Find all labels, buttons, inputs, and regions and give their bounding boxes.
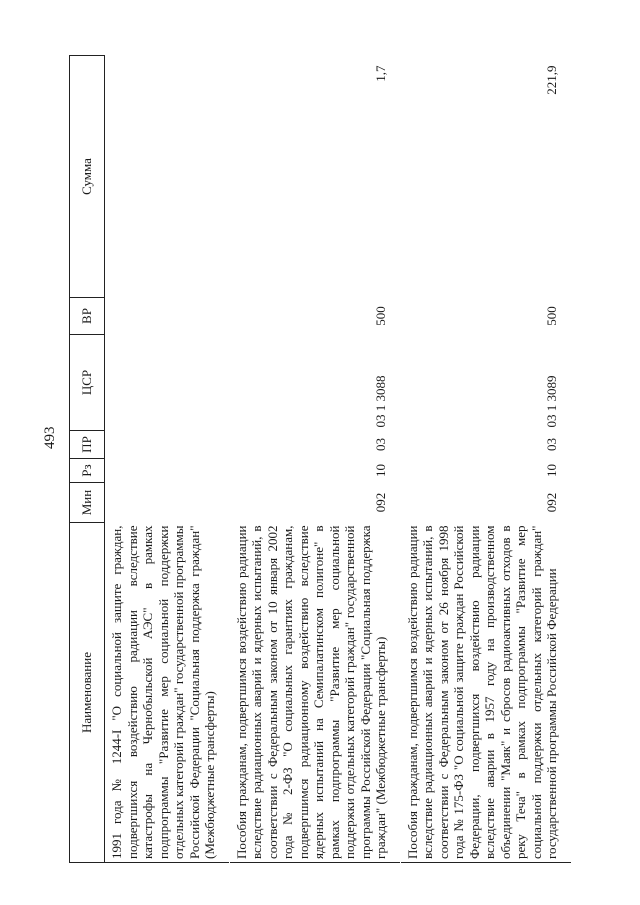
header-name: Наименование [70, 523, 105, 863]
rotated-page-content [69, 56, 619, 863]
row-vr [105, 298, 230, 335]
row-min [105, 483, 230, 523]
row-pr: 03 [400, 431, 571, 459]
row-sum: 221,9 [400, 56, 571, 298]
table-row [229, 56, 400, 863]
row-csr: 03 1 3089 [400, 335, 571, 431]
table-row [105, 56, 230, 863]
row-sum [105, 56, 230, 298]
header-sum: Сумма [70, 56, 105, 298]
row-name: 1991 года № 1244-I "О социальной защите граждан, подвергшихся воздействию радиации вследствие катастрофы на Чернобыльской АЭС" в рамках подпрограммы "Развитие мер социальной поддержки отдельных категорий граждан" государственной программы Российской Федерации "Социальная поддержка граждан" (Межбюджетные трансферты) [105, 523, 230, 863]
row-name: Пособия гражданам, подвергшимся воздействию радиации вследствие радиационных аварий и ядерных испытаний, в соответствии с Федеральным законом от 26 ноября 1998 года № 175-ФЗ "О социальной защите граждан Российской Федерации, подвергшихся воздействию радиации вследствие аварии в 1957 году на производственном объединении "Маяк" и сбросов радиоактивных отходов в реку Теча" в рамках подпрограммы "Развитие мер социальной поддержки отдельных категорий граждан" государственной программы Российской Федерации [400, 523, 571, 863]
row-sum: 1,7 [229, 56, 400, 298]
row-csr [105, 335, 230, 431]
row-min: 092 [400, 483, 571, 523]
page-number: 493 [42, 426, 58, 449]
header-csr: ЦСР [70, 335, 105, 431]
row-vr: 500 [229, 298, 400, 335]
header-pr: ПР [70, 431, 105, 459]
row-rz: 10 [400, 459, 571, 483]
table-header-row [70, 56, 105, 863]
row-name: Пособия гражданам, подвергшимся воздействию радиации вследствие радиационных аварий и ядерных испытаний, в соответствии с Федеральным законом от 10 января 2002 года № 2-ФЗ "О социальных гарантиях гражданам, подвергшимся радиационному воздействию вследствие ядерных испытаний на Семипалатинском полигоне" в рамках подпрограммы "Развитие мер социальной поддержки отдельных категорий граждан" государственной программы Российской Федерации "Социальная поддержка граждан" (Межбюджетные трансферты) [229, 523, 400, 863]
budget-table [69, 55, 572, 863]
header-rz: Рз [70, 459, 105, 483]
row-csr: 03 1 3088 [229, 335, 400, 431]
row-pr: 03 [229, 431, 400, 459]
row-vr: 500 [400, 298, 571, 335]
row-rz: 10 [229, 459, 400, 483]
row-pr [105, 431, 230, 459]
row-min: 092 [229, 483, 400, 523]
header-min: Мин [70, 483, 105, 523]
table-row [400, 56, 571, 863]
header-vr: ВР [70, 298, 105, 335]
row-rz [105, 459, 230, 483]
